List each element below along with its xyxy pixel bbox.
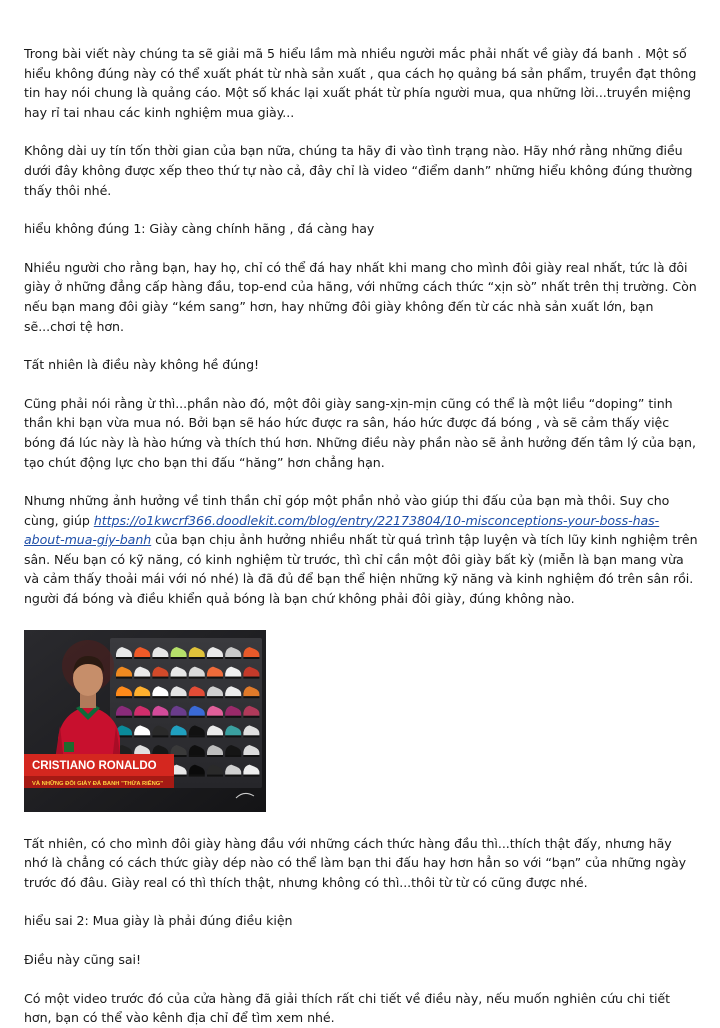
intro-paragraph-2: Không dài uy tín tốn thời gian của bạn nữa, chúng ta hãy đi vào tình trạng nào. Hãy nhớ rằng những điều dưới đây không được xếp theo thứ tự nào cả, đây chỉ là video “điểm danh” những hiểu không đúng thường thấy thôi nhé.: [24, 143, 693, 198]
boot-sole-1-2: [152, 676, 168, 678]
boot-sole-2-5: [207, 696, 223, 698]
boot-sole-3-6: [225, 715, 241, 717]
boot-sole-0-4: [189, 657, 205, 659]
section-heading-1: hiểu không đúng 1: Giày càng chính hãng , đá càng hay: [24, 221, 375, 237]
paragraph-with-link: [24, 491, 698, 609]
boot-sole-2-7: [243, 696, 259, 698]
boot-sole-6-4: [189, 774, 205, 776]
boot-sole-2-2: [152, 696, 168, 698]
boot-sole-3-4: [189, 715, 205, 717]
boot-sole-1-4: [189, 676, 205, 678]
boot-sole-6-7: [243, 774, 259, 776]
boot-sole-5-6: [225, 755, 241, 757]
boot-sole-1-5: [207, 676, 223, 678]
paragraph-genuine-shoes: Nhiều người cho rằng bạn, hay họ, chỉ có thể đá hay nhất khi mang cho mình đôi giày real nhất, tức là đôi giày ở những đẳng cấp hàng đầu, top-end của hãng, với những cách thức “xịn sò” nhất trên thị trường. Còn nếu bạn mang đôi giày “kém sang” hơn, hay những đôi giày không đến từ các nhà sản xuất lớn, bạn sẽ...chơi tệ hơn.: [24, 259, 697, 334]
boot-sole-1-6: [225, 676, 241, 678]
boot-sole-3-2: [152, 715, 168, 717]
boot-sole-3-1: [134, 715, 150, 717]
boot-sole-1-0: [116, 676, 132, 678]
boot-sole-2-3: [171, 696, 187, 698]
boot-sole-4-6: [225, 735, 241, 737]
boot-sole-1-1: [134, 676, 150, 678]
caption-subtitle: VÀ NHỮNG ĐÔI GIÀY ĐÁ BANH "THỪA RIÊNG": [32, 780, 164, 787]
paragraph-video: Có một video trước đó của cửa hàng đã giải thích rất chi tiết về điều này, nếu muốn nghiên cứu chi tiết hơn, bạn có thể vào kênh địa chỉ để tìm xem nhé.: [24, 990, 671, 1026]
boot-sole-3-7: [243, 715, 259, 717]
boot-sole-5-7: [243, 755, 259, 757]
boot-sole-3-5: [207, 715, 223, 717]
boot-sole-3-3: [171, 715, 187, 717]
ronaldo-boots-image: [24, 630, 266, 812]
boot-sole-2-0: [116, 696, 132, 698]
boot-sole-3-0: [116, 715, 132, 717]
paragraph-text-after-link: của bạn chịu ảnh hưởng nhiều nhất từ quá trình tập luyện và tích lũy kinh nghiệm trên sân. Nếu bạn có kỹ năng, có kinh nghiệm từ trước, thì chỉ cần một đôi giày bất kỳ (miễn là bạn mang vừa và cảm thấy thoải mái với nó nhé) là đã đủ để bạn thể hiện những kỹ năng và kinh nghiệm đó trên sân rồi. người đá bóng và điều khiển quả bóng là bạn chứ không phải đôi giày, đúng không nào.: [24, 532, 698, 607]
paragraph-not-true: Tất nhiên là điều này không hề đúng!: [24, 357, 260, 373]
boot-sole-1-7: [243, 676, 259, 678]
boot-sole-4-2: [152, 735, 168, 737]
intro-paragraph: Trong bài viết này chúng ta sẽ giải mã 5 hiểu lầm mà nhiều người mắc phải nhất về giày đá banh . Một số hiểu không đúng này có thể xuất phát từ nhà sản xuất , qua cách họ quảng bá sản phẩm, truyền đạt thông tin hay nói chung là quảng cáo. Một số khác lại xuất phát từ phía người mua, qua những lời...truyền miệng hay rỉ tai nhau các kinh nghiệm mua giày...: [24, 46, 697, 120]
boot-sole-0-0: [116, 657, 132, 659]
boot-sole-0-5: [207, 657, 223, 659]
article-image: [24, 630, 266, 812]
article-link[interactable]: https://o1kwcrf366.doodlekit.com/blog/entry/22173804/10-misconceptions-your-boss-has-about-mua-giy-banh: [24, 512, 660, 548]
paragraph-also-wrong: Điều này cũng sai!: [24, 952, 141, 968]
paragraph-top-shoes: Tất nhiên, có cho mình đôi giày hàng đầu với những cách thức hàng đầu thì...thích thật đấy, nhưng hãy nhớ là chẳng có cách thức giày dép nào có thể làm bạn thi đấu hay hơn hẳn so với “bạn” của những ngày trước đó đâu. Giày real có thì thích thật, nhưng không có thì...thôi từ từ có cũng được nhé.: [24, 835, 687, 890]
boot-sole-0-2: [152, 657, 168, 659]
boot-sole-0-6: [225, 657, 241, 659]
boot-sole-4-5: [207, 735, 223, 737]
boot-sole-5-5: [207, 755, 223, 757]
caption-title: CRISTIANO RONALDO: [32, 759, 157, 772]
section-heading-2: hiểu sai 2: Mua giày là phải đúng điều kiện: [24, 913, 293, 929]
boot-sole-0-7: [243, 657, 259, 659]
boot-sole-4-1: [134, 735, 150, 737]
boot-sole-2-4: [189, 696, 205, 698]
boot-sole-5-4: [189, 755, 205, 757]
boot-sole-4-7: [243, 735, 259, 737]
boot-sole-4-4: [189, 735, 205, 737]
boot-sole-0-3: [171, 657, 187, 659]
boot-sole-1-3: [171, 676, 187, 678]
boot-sole-6-6: [225, 774, 241, 776]
paragraph-text-before-link: Nhưng những ảnh hưởng về tinh thần chỉ góp một phần nhỏ vào giúp thi đấu của bạn mà thôi. Suy cho cùng, giúp: [24, 493, 670, 528]
article-body: [24, 44, 698, 1028]
boot-sole-6-5: [207, 774, 223, 776]
boot-sole-4-3: [171, 735, 187, 737]
boot-sole-2-6: [225, 696, 241, 698]
paragraph-doping: Cũng phải nói rằng ừ thì...phần nào đó, một đôi giày sang-xịn-mịn cũng có thể là một liều “doping” tinh thần khi bạn vừa mua nó. Bởi bạn sẽ háo hức được ra sân, háo hức được đá bóng , và sẽ cảm thấy việc bóng đá lúc này là hào hứng và thích thú hơn. Những điều này phần nào sẽ ảnh hưởng đến tâm lý của bạn, tạo chút động lực cho bạn thi đấu “hăng” hơn chẳng hạn.: [24, 395, 696, 470]
boot-sole-0-1: [134, 657, 150, 659]
boot-sole-2-1: [134, 696, 150, 698]
